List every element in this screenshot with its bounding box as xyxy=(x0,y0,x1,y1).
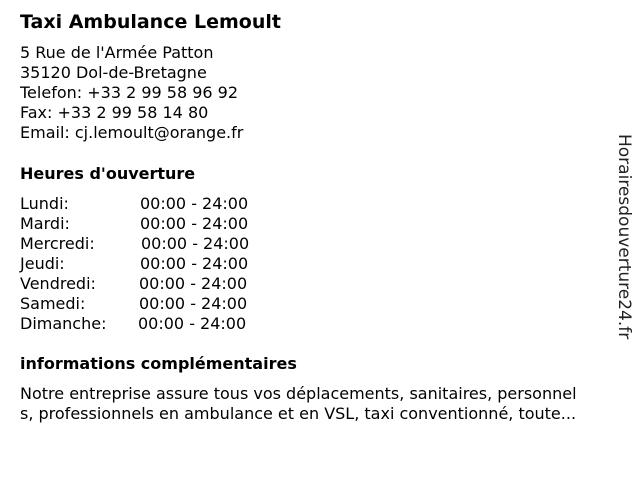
time-range: 00:00 - 24:00 xyxy=(140,254,249,273)
time-range: 00:00 - 24:00 xyxy=(140,194,249,213)
business-description xyxy=(20,384,632,424)
day-label: Mardi: xyxy=(20,214,70,233)
day-label: Lundi: xyxy=(20,194,69,213)
address-street: 5 Rue de l'Armée Patton xyxy=(20,43,214,62)
description-line-2: s, professionnels en ambulance et en VSL, taxi conventionné, toute... xyxy=(20,404,577,423)
opening-hours-heading: Heures d'ouverture xyxy=(20,164,196,183)
time-range: 00:00 - 24:00 xyxy=(139,274,248,293)
additional-info-heading: informations complémentaires xyxy=(20,354,297,373)
hours-row-saturday xyxy=(20,294,249,314)
time-range: 00:00 - 24:00 xyxy=(139,294,248,313)
time-range: 00:00 - 24:00 xyxy=(141,234,250,253)
day-label: Jeudi: xyxy=(20,254,65,273)
hours-row-friday xyxy=(20,274,249,294)
hours-row-monday xyxy=(20,194,249,214)
description-line-1: Notre entreprise assure tous vos déplacements, sanitaires, personnel xyxy=(20,384,577,403)
email-address: Email: cj.lemoult@orange.fr xyxy=(20,123,244,142)
hours-row-wednesday xyxy=(20,234,249,254)
watermark-text: Horairesdouverture24.fr xyxy=(614,134,634,340)
fax-number: Fax: +33 2 99 58 14 80 xyxy=(20,103,209,122)
day-label: Mercredi: xyxy=(20,234,95,253)
phone-number: Telefon: +33 2 99 58 96 92 xyxy=(20,83,239,102)
day-label: Vendredi: xyxy=(20,274,96,293)
hours-row-tuesday xyxy=(20,214,249,234)
hours-row-thursday xyxy=(20,254,249,274)
site-watermark xyxy=(612,134,636,348)
opening-hours-table xyxy=(20,194,249,334)
day-label: Samedi: xyxy=(20,294,86,313)
time-range: 00:00 - 24:00 xyxy=(138,314,247,333)
address-city: 35120 Dol-de-Bretagne xyxy=(20,63,207,82)
business-name: Taxi Ambulance Lemoult xyxy=(20,11,281,33)
day-label: Dimanche: xyxy=(20,314,107,333)
hours-row-sunday xyxy=(20,314,249,334)
time-range: 00:00 - 24:00 xyxy=(140,214,249,233)
contact-block xyxy=(20,43,243,143)
